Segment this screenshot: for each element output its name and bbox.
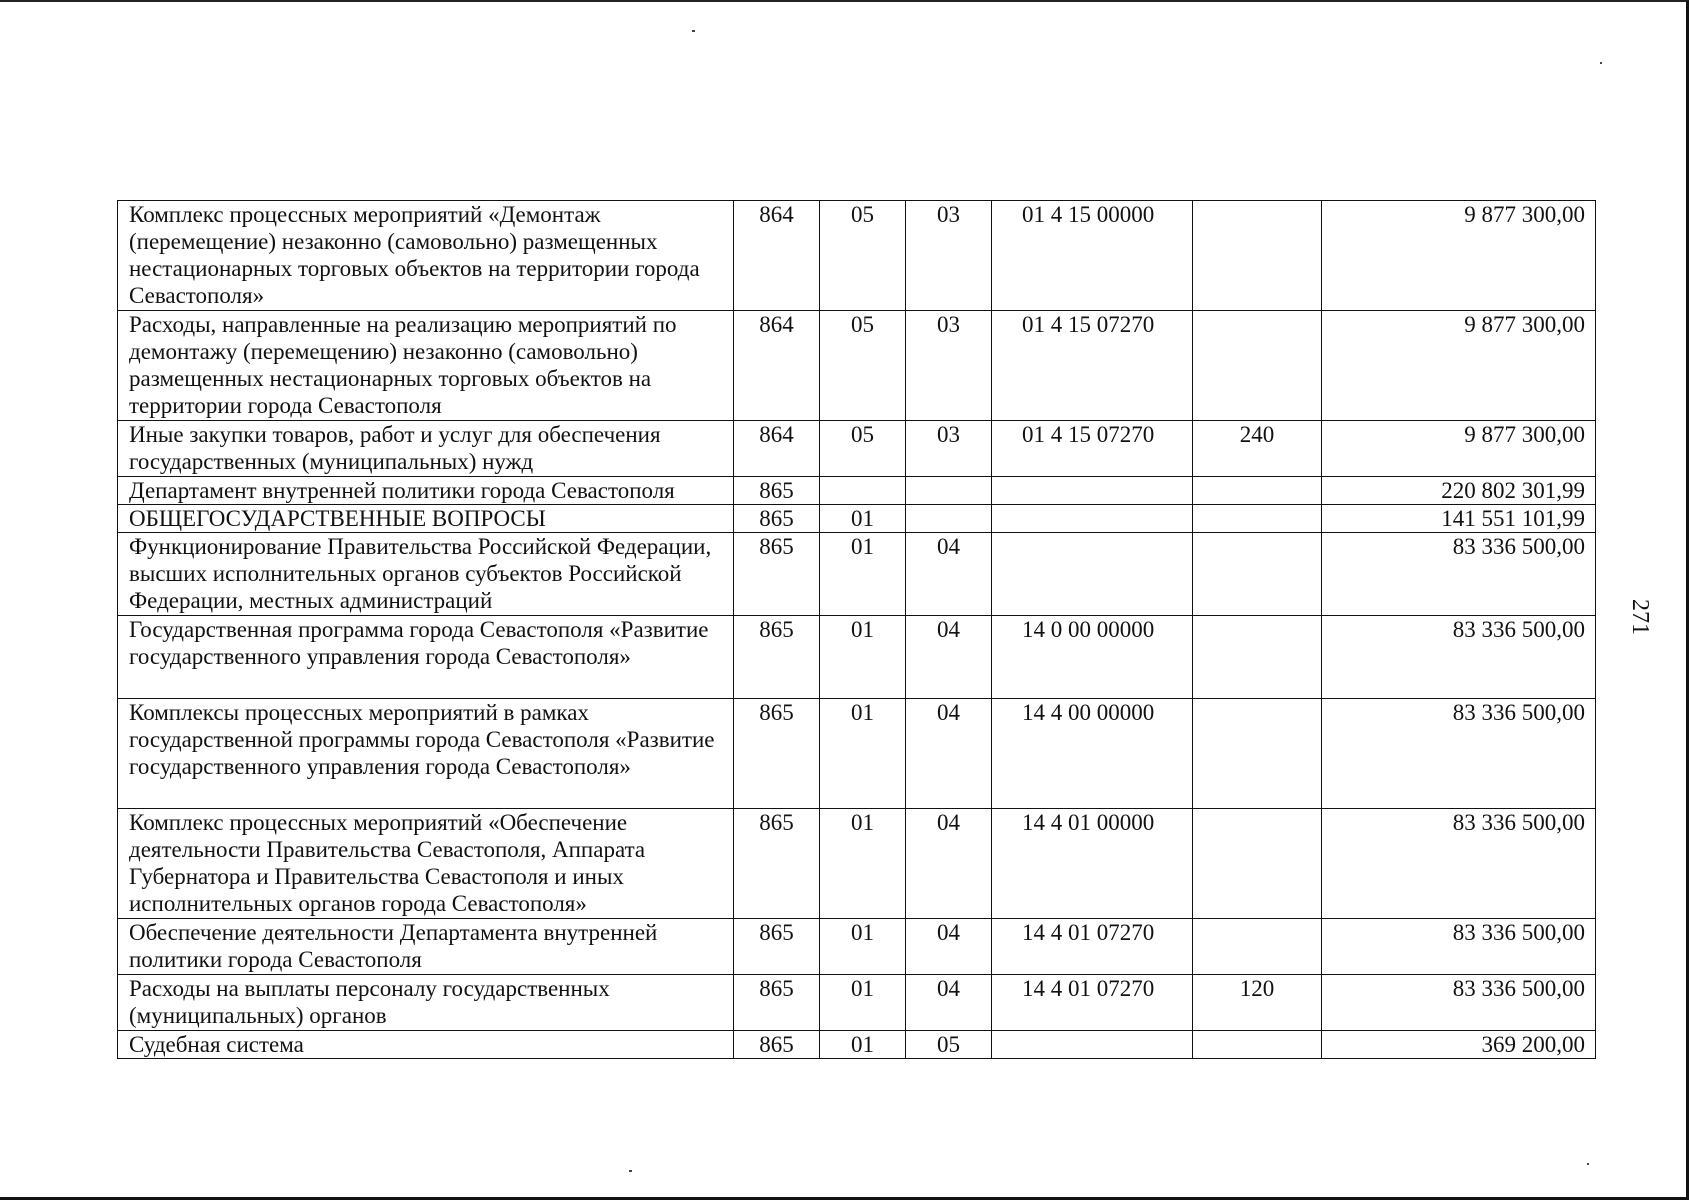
cell-amount: 9 877 300,00 [1322,201,1596,311]
cell-section-code: 05 [820,421,906,477]
cell-expense-type [1193,809,1322,919]
cell-expense-type [1193,477,1322,505]
cell-name: Расходы на выплаты персоналу государственных (муниципальных) органов [118,975,734,1031]
cell-target-article: 14 0 00 00000 [992,616,1193,699]
cell-subsection-code: 03 [906,421,992,477]
cell-expense-type [1193,505,1322,533]
cell-section-code: 05 [820,201,906,311]
table-row [118,699,1596,809]
cell-target-article: 01 4 15 07270 [992,421,1193,477]
cell-expense-type [1193,699,1322,809]
cell-ministry-code: 865 [734,699,820,809]
cell-expense-type: 240 [1193,421,1322,477]
cell-name: Департамент внутренней политики города Севастополя [118,477,734,505]
cell-ministry-code: 865 [734,533,820,616]
cell-ministry-code: 865 [734,477,820,505]
cell-ministry-code: 865 [734,975,820,1031]
page-number: 271 [1627,599,1653,635]
scan-speck [1587,1163,1589,1165]
cell-ministry-code: 864 [734,201,820,311]
cell-ministry-code: 865 [734,1031,820,1059]
cell-section-code: 01 [820,919,906,975]
table-row [118,505,1596,533]
cell-name: Судебная система [118,1031,734,1059]
cell-section-code: 01 [820,975,906,1031]
cell-amount: 83 336 500,00 [1322,616,1596,699]
scan-speck [1600,62,1602,64]
cell-target-article: 01 4 15 00000 [992,201,1193,311]
cell-ministry-code: 865 [734,919,820,975]
cell-section-code: 01 [820,809,906,919]
cell-target-article [992,1031,1193,1059]
cell-amount: 141 551 101,99 [1322,505,1596,533]
cell-amount: 369 200,00 [1322,1031,1596,1059]
cell-subsection-code: 04 [906,919,992,975]
cell-name: Комплекс процессных мероприятий «Обеспечение деятельности Правительства Севастополя, Аппарата Губернатора и Правительства Севастополя и иных исполнительных органов города Севастополя» [118,809,734,919]
cell-section-code: 05 [820,311,906,421]
cell-subsection-code: 04 [906,975,992,1031]
cell-name: Обеспечение деятельности Департамента внутренней политики города Севастополя [118,919,734,975]
cell-subsection-code: 04 [906,533,992,616]
table-row [118,533,1596,616]
cell-subsection-code: 04 [906,699,992,809]
table-row [118,477,1596,505]
table-body [118,201,1596,1059]
cell-name: Функционирование Правительства Российской Федерации, высших исполнительных органов субъектов Российской Федерации, местных администраций [118,533,734,616]
cell-section-code: 01 [820,505,906,533]
cell-amount: 220 802 301,99 [1322,477,1596,505]
cell-name: Комплексы процессных мероприятий в рамках государственной программы города Севастополя «Развитие государственного управления города Севастополя» [118,699,734,809]
cell-target-article: 14 4 01 00000 [992,809,1193,919]
cell-subsection-code: 05 [906,1031,992,1059]
cell-expense-type [1193,1031,1322,1059]
cell-subsection-code: 04 [906,616,992,699]
cell-amount: 9 877 300,00 [1322,421,1596,477]
cell-name: Государственная программа города Севастополя «Развитие государственного управления города Севастополя» [118,616,734,699]
cell-section-code [820,477,906,505]
cell-subsection-code: 03 [906,311,992,421]
cell-target-article: 01 4 15 07270 [992,311,1193,421]
cell-name: Иные закупки товаров, работ и услуг для обеспечения государственных (муниципальных) нужд [118,421,734,477]
cell-expense-type: 120 [1193,975,1322,1031]
cell-section-code: 01 [820,1031,906,1059]
cell-expense-type [1193,311,1322,421]
cell-ministry-code: 864 [734,421,820,477]
cell-target-article [992,533,1193,616]
budget-allocation-table [117,200,1596,1059]
cell-target-article: 14 4 01 07270 [992,975,1193,1031]
cell-section-code: 01 [820,699,906,809]
table-row [118,1031,1596,1059]
cell-amount: 9 877 300,00 [1322,311,1596,421]
table-row [118,421,1596,477]
cell-target-article: 14 4 00 00000 [992,699,1193,809]
cell-amount: 83 336 500,00 [1322,975,1596,1031]
cell-name: ОБЩЕГОСУДАРСТВЕННЫЕ ВОПРОСЫ [118,505,734,533]
cell-target-article [992,505,1193,533]
cell-target-article [992,477,1193,505]
scan-speck [692,30,695,32]
cell-subsection-code: 04 [906,809,992,919]
cell-target-article: 14 4 01 07270 [992,919,1193,975]
table-row [118,975,1596,1031]
table-row [118,919,1596,975]
cell-amount: 83 336 500,00 [1322,699,1596,809]
cell-ministry-code: 865 [734,809,820,919]
cell-amount: 83 336 500,00 [1322,533,1596,616]
table-row [118,809,1596,919]
scan-speck [629,1170,632,1172]
cell-section-code: 01 [820,616,906,699]
cell-expense-type [1193,616,1322,699]
cell-expense-type [1193,201,1322,311]
table-row [118,201,1596,311]
cell-subsection-code [906,477,992,505]
cell-subsection-code: 03 [906,201,992,311]
cell-amount: 83 336 500,00 [1322,919,1596,975]
cell-expense-type [1193,533,1322,616]
cell-ministry-code: 865 [734,616,820,699]
cell-subsection-code [906,505,992,533]
cell-section-code: 01 [820,533,906,616]
table-row [118,616,1596,699]
cell-name: Комплекс процессных мероприятий «Демонтаж (перемещение) незаконно (самовольно) размещенных нестационарных торговых объектов на территории города Севастополя» [118,201,734,311]
cell-ministry-code: 865 [734,505,820,533]
table-row [118,311,1596,421]
cell-ministry-code: 864 [734,311,820,421]
cell-amount: 83 336 500,00 [1322,809,1596,919]
cell-expense-type [1193,919,1322,975]
cell-name: Расходы, направленные на реализацию мероприятий по демонтажу (перемещению) незаконно (самовольно) размещенных нестационарных торговых объектов на территории города Севастополя [118,311,734,421]
